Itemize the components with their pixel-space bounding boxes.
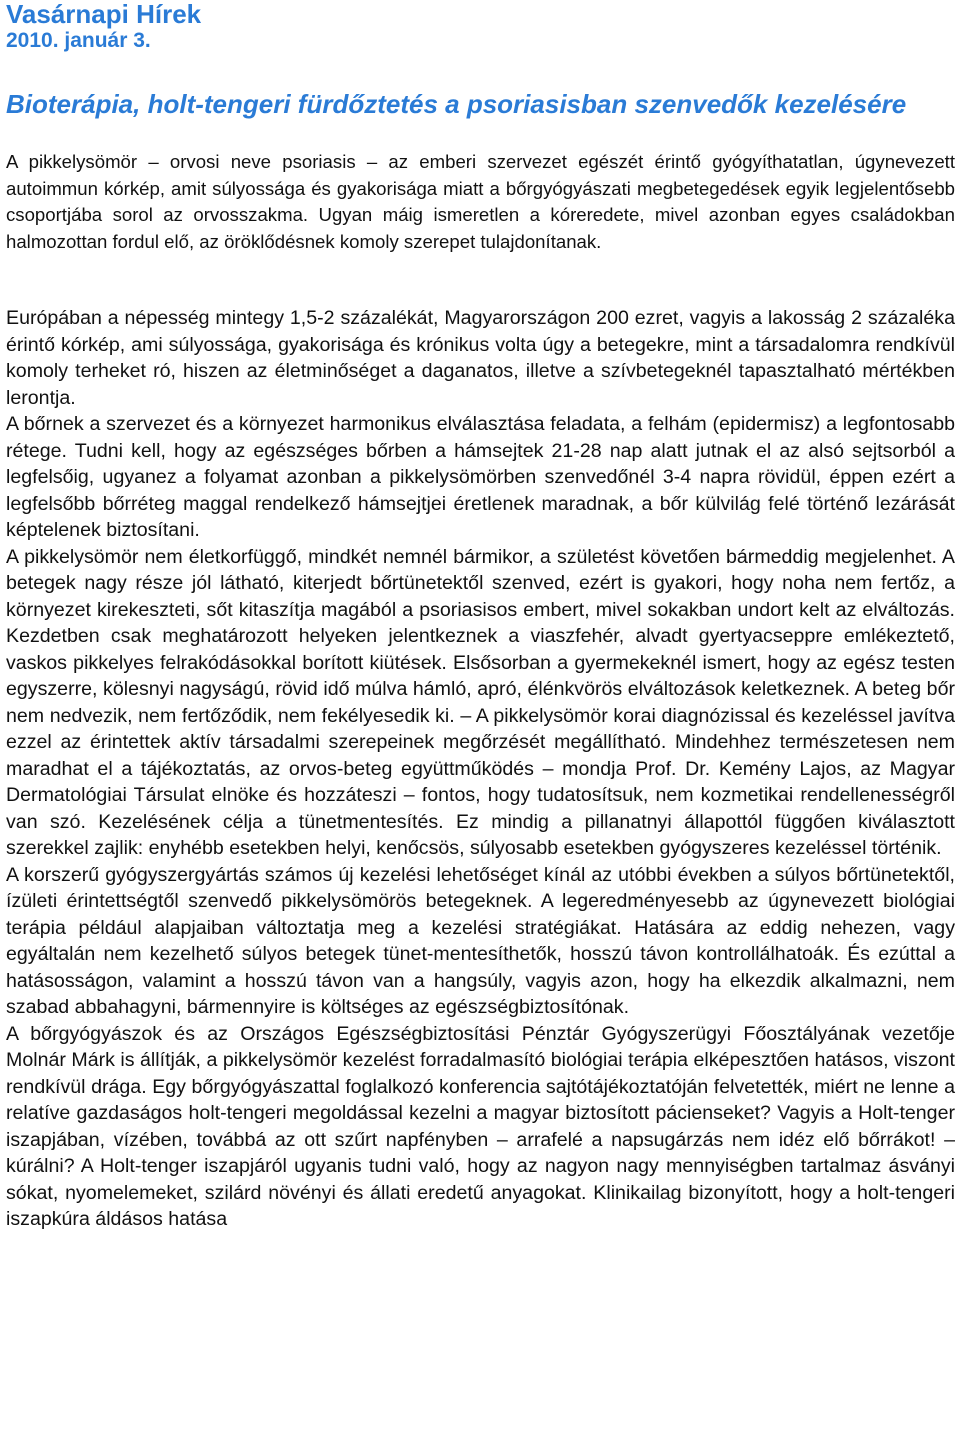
- article-lead: A pikkelysömör – orvosi neve psoriasis – az emberi szervezet egészét érintő gyógyíthatatlan, úgynevezett autoimmun kórkép, amit súlyossága és gyakorisága miatt a bőrgyógyászati megbetegedések egyik legjelentősebb csoportjába sorol az orvosszakma. Ugyan máig ismeretlen a kóreredete, mivel azonban egyes családokban halmozottan fordul elő, az öröklődésnek komoly szerepet tulajdonítanak.: [6, 151, 955, 252]
- article-paragraph: A korszerű gyógyszergyártás számos új kezelési lehetőséget kínál az utóbbi években a súlyos bőrtünetektől, ízületi érintettségtől szenvedő pikkelysömörös betegeknek. A legeredményesebb az úgynevezett biológiai terápia például alapjaiban változtatja meg a kezelési stratégiákat. Hatására az eddig nehezen, vagy egyáltalán nem kezelhető súlyos betegek tünet-mentesíthetők, hosszú távon kontrollálhatoák. És ezúttal a hatásosságon, valamint a hosszú távon van a hangsúly, vagyis azon, hogy ha elkezdik alkalmazni, nem szabad abbahagyni, bármennyire is költséges az egészségbiztosítónak.: [6, 863, 955, 1018]
- article-paragraph: A bőrnek a szervezet és a környezet harmonikus elválasztása feladata, a felhám (epidermisz) a legfontosabb rétege. Tudni kell, hogy az egészséges bőrben a hámsejtek 21-28 nap alatt jutnak el az alsó sejtsorból a legfelsőig, ugyanez a folyamat azonban a pikkelysömörben szenvedőnél 3-4 napra rövidül, éppen ezért a legfelsőbb bőrréteg maggal rendelkező hámsejtjei éretlenek maradnak, a bőr külvilág felé történő lezárását képtelenek biztosítani.: [6, 413, 955, 541]
- publication-date: 2010. január 3.: [6, 29, 151, 52]
- article-paragraph: A bőrgyógyászok és az Országos Egészségbiztosítási Pénztár Gyógyszerügyi Főosztályának vezetője Molnár Márk is állítják, a pikkelysömör kezelést forradalmasító biológiai terápia elképesztően hatásos, viszont rendkívül drága. Egy bőrgyógyászattal foglalkozó konferencia sajtótájékoztatóján felvetették, miért ne lenne a relatíve gazdaságos holt-tengeri megoldással kezelni a magyar biztosított pácienseket? Vagyis a Holt-tenger iszapjában, vízében, továbbá az ott szűrt napfényben – arrafelé a napsugárzás nem idéz elő bőrrákot! – kúrálni? A Holt-tenger iszapjáról ugyanis tudni való, hogy az nagyon nagy mennyiségben tartalmaz ásványi sókat, nyomelemeket, szilárd növényi és állati eredetű anyagokat. Klinikailag bizonyított, hogy a holt-tengeri iszapkúra áldásos hatása: [6, 1022, 955, 1230]
- article-body: [6, 305, 955, 1233]
- masthead-title: Vasárnapi Hírek: [6, 0, 202, 29]
- article-title: Bioterápia, holt-tengeri fürdőztetés a psoriasisban szenvedők kezelésére: [6, 89, 907, 119]
- article-paragraph: Európában a népesség mintegy 1,5-2 százalékát, Magyarországon 200 ezret, vagyis a lakosság 2 százaléka érintő kórkép, ami súlyossága, gyakorisága és krónikus volta úgy a betegekre, mint a társadalomra rendkívül komoly terheket ró, hiszen az életminőséget a daganatos, illetve a szívbetegeknél tapasztalható mértékben lerontja.: [6, 307, 955, 409]
- article-paragraph: A pikkelysömör nem életkorfüggő, mindkét nemnél bármikor, a születést követően bármeddig megjelenhet. A betegek nagy része jól látható, kiterjedt bőrtünetektől szenved, ezért is gyakori, hogy noha nem fertőz, a környezet kirekeszteti, sőt kitaszítja magából a psoriasisos embert, mivel sokakban undort kelt az elváltozás. Kezdetben csak meghatározott helyeken jelentkeznek a viaszfehér, alvadt gyertyacseppre emlékeztető, vaskos pikkelyes felrakódásokkal borított kiütések. Elsősorban a gyermekeknél ismert, hogy az egész testen egyszerre, kölesnyi nagyságú, rövid idő múlva hámló, apró, élénkvörös elváltozások keletkeznek. A beteg bőr nem nedvezik, nem fertőződik, nem fekélyesedik ki. – A pikkelysömör korai diagnózissal és kezeléssel javítva ezzel az érintettek aktív társadalmi szerepeinek megőrzését megállítható. Mindehhez természetesen nem maradhat el a tájékoztatás, az orvos-beteg együttműködés – mondja Prof. Dr. Kemény Lajos, az Magyar Dermatológiai Társulat elnöke és hozzáteszi – fontos, hogy tudatosítsuk, nem kozmetikai rendellenességről van szó. Kezelésének célja a tünetmentesítés. Ez mindig a pillanatnyi állapottól függően kiválasztott szerekkel zajlik: enyhébb esetekben helyi, kenőcsös, súlyosabb esetekben gyógyszeres kezeléssel történik.: [6, 545, 955, 859]
- article-page: [6, 0, 955, 1233]
